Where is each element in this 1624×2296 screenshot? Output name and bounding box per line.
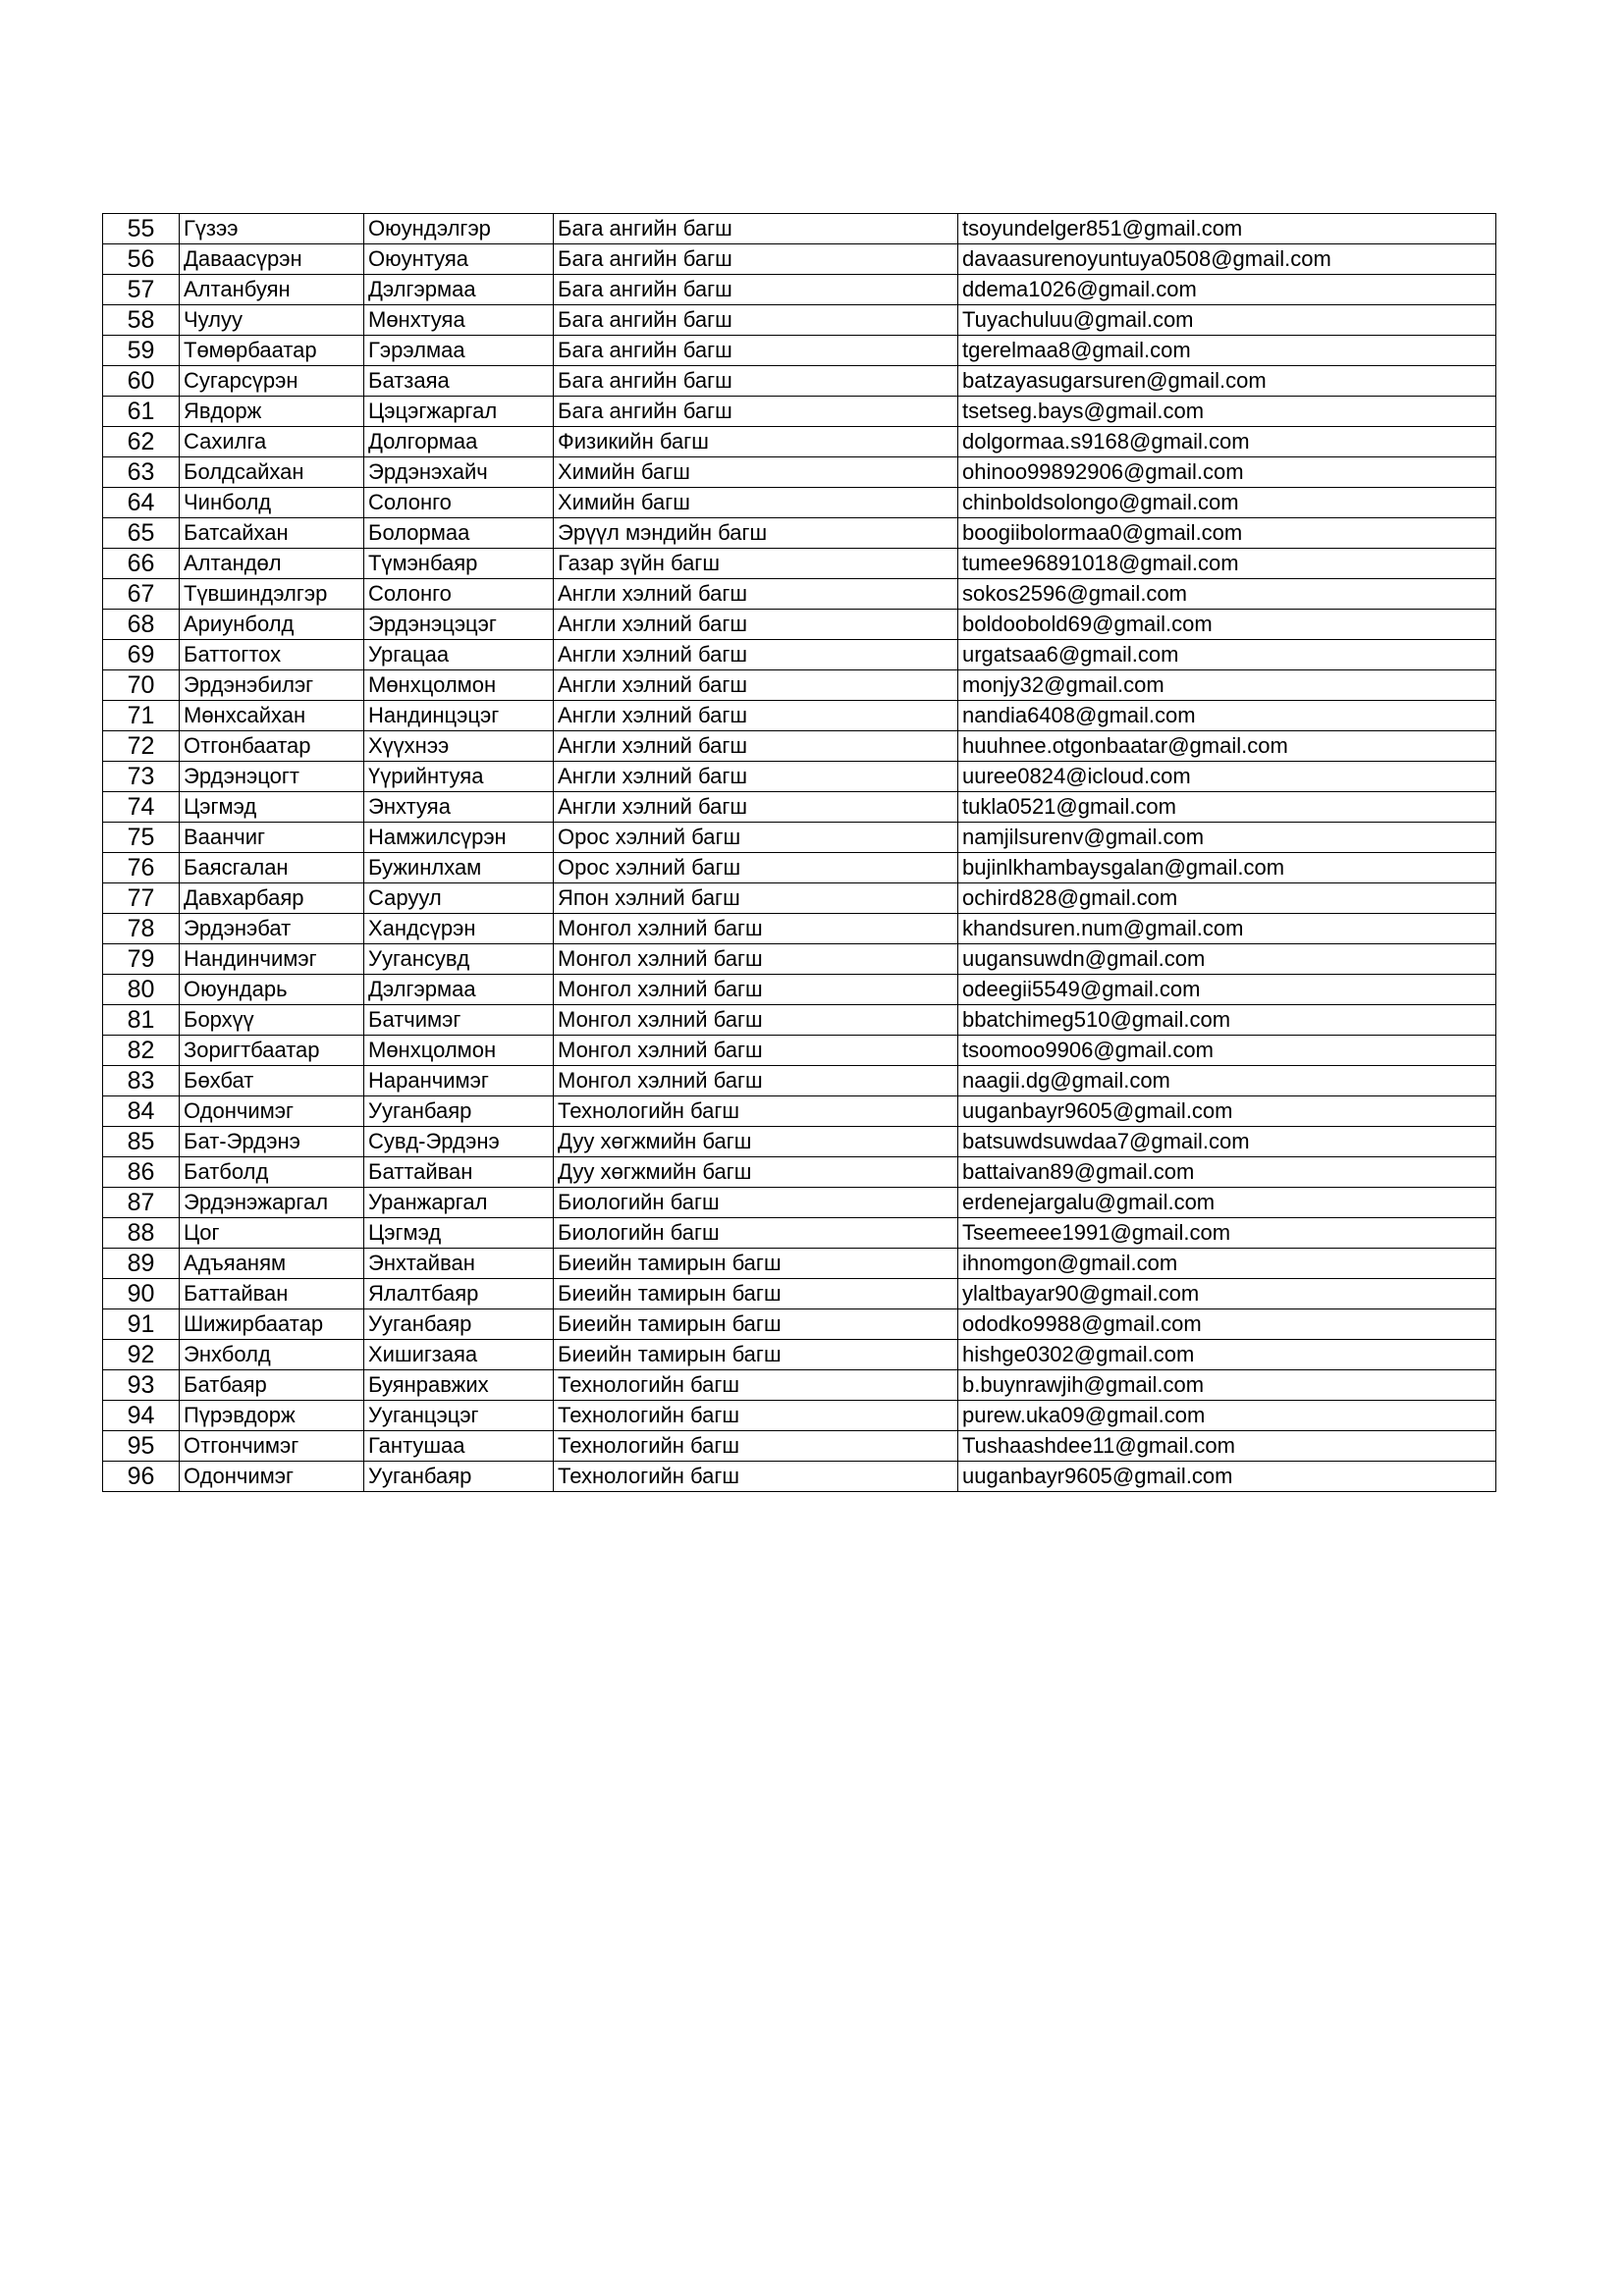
table-row xyxy=(103,792,1496,823)
last-name-cell: Оюунтуяа xyxy=(364,244,554,275)
last-name-cell: Цэцэгжаргал xyxy=(364,397,554,427)
first-name-cell: Батбаяр xyxy=(180,1370,364,1401)
table-row xyxy=(103,1431,1496,1462)
first-name-cell: Даваасүрэн xyxy=(180,244,364,275)
table-row xyxy=(103,1188,1496,1218)
last-name-cell: Мөнхтуяа xyxy=(364,305,554,336)
last-name-cell: Энхтайван xyxy=(364,1249,554,1279)
first-name-cell: Адъяаням xyxy=(180,1249,364,1279)
row-number: 79 xyxy=(103,944,180,975)
email-cell: tumee96891018@gmail.com xyxy=(958,549,1496,579)
row-number: 81 xyxy=(103,1005,180,1036)
email-cell: batsuwdsuwdaa7@gmail.com xyxy=(958,1127,1496,1157)
table-row xyxy=(103,1249,1496,1279)
last-name-cell: Нандинцэцэг xyxy=(364,701,554,731)
last-name-cell: Гантушаа xyxy=(364,1431,554,1462)
row-number: 94 xyxy=(103,1401,180,1431)
row-number: 93 xyxy=(103,1370,180,1401)
first-name-cell: Болдсайхан xyxy=(180,457,364,488)
first-name-cell: Сугарсүрэн xyxy=(180,366,364,397)
email-cell: ohinoo99892906@gmail.com xyxy=(958,457,1496,488)
table-row xyxy=(103,1157,1496,1188)
position-cell: Дуу хөгжмийн багш xyxy=(554,1127,958,1157)
first-name-cell: Сахилга xyxy=(180,427,364,457)
first-name-cell: Цэгмэд xyxy=(180,792,364,823)
position-cell: Химийн багш xyxy=(554,457,958,488)
first-name-cell: Эрдэнэцогт xyxy=(180,762,364,792)
row-number: 65 xyxy=(103,518,180,549)
row-number: 82 xyxy=(103,1036,180,1066)
email-cell: naagii.dg@gmail.com xyxy=(958,1066,1496,1096)
email-cell: ododko9988@gmail.com xyxy=(958,1309,1496,1340)
table-row xyxy=(103,457,1496,488)
email-cell: uuree0824@icloud.com xyxy=(958,762,1496,792)
last-name-cell: Түмэнбаяр xyxy=(364,549,554,579)
email-cell: tukla0521@gmail.com xyxy=(958,792,1496,823)
position-cell: Англи хэлний багш xyxy=(554,670,958,701)
position-cell: Англи хэлний багш xyxy=(554,762,958,792)
email-cell: urgatsaa6@gmail.com xyxy=(958,640,1496,670)
table-row xyxy=(103,975,1496,1005)
last-name-cell: Буянравжих xyxy=(364,1370,554,1401)
table-row xyxy=(103,244,1496,275)
email-cell: davaasurenoyuntuya0508@gmail.com xyxy=(958,244,1496,275)
row-number: 64 xyxy=(103,488,180,518)
position-cell: Биеийн тамирын багш xyxy=(554,1309,958,1340)
table-row xyxy=(103,305,1496,336)
table-row xyxy=(103,549,1496,579)
row-number: 57 xyxy=(103,275,180,305)
row-number: 91 xyxy=(103,1309,180,1340)
first-name-cell: Чулуу xyxy=(180,305,364,336)
first-name-cell: Одончимэг xyxy=(180,1096,364,1127)
first-name-cell: Алтанбуян xyxy=(180,275,364,305)
table-row xyxy=(103,1279,1496,1309)
first-name-cell: Борхүү xyxy=(180,1005,364,1036)
last-name-cell: Болормаа xyxy=(364,518,554,549)
position-cell: Монгол хэлний багш xyxy=(554,914,958,944)
email-cell: uugansuwdn@gmail.com xyxy=(958,944,1496,975)
row-number: 83 xyxy=(103,1066,180,1096)
first-name-cell: Энхболд xyxy=(180,1340,364,1370)
row-number: 77 xyxy=(103,883,180,914)
last-name-cell: Хүүхнээ xyxy=(364,731,554,762)
last-name-cell: Намжилсүрэн xyxy=(364,823,554,853)
row-number: 72 xyxy=(103,731,180,762)
first-name-cell: Түвшиндэлгэр xyxy=(180,579,364,610)
email-cell: chinboldsolongo@gmail.com xyxy=(958,488,1496,518)
position-cell: Биологийн багш xyxy=(554,1188,958,1218)
row-number: 84 xyxy=(103,1096,180,1127)
email-cell: dolgormaa.s9168@gmail.com xyxy=(958,427,1496,457)
last-name-cell: Ялалтбаяр xyxy=(364,1279,554,1309)
email-cell: tgerelmaa8@gmail.com xyxy=(958,336,1496,366)
row-number: 78 xyxy=(103,914,180,944)
row-number: 87 xyxy=(103,1188,180,1218)
email-cell: b.buynrawjih@gmail.com xyxy=(958,1370,1496,1401)
row-number: 66 xyxy=(103,549,180,579)
first-name-cell: Оюундарь xyxy=(180,975,364,1005)
last-name-cell: Ургацаа xyxy=(364,640,554,670)
email-cell: nandia6408@gmail.com xyxy=(958,701,1496,731)
row-number: 73 xyxy=(103,762,180,792)
email-cell: khandsuren.num@gmail.com xyxy=(958,914,1496,944)
row-number: 56 xyxy=(103,244,180,275)
row-number: 58 xyxy=(103,305,180,336)
table-row xyxy=(103,366,1496,397)
first-name-cell: Эрдэнэжаргал xyxy=(180,1188,364,1218)
email-cell: Tseemeee1991@gmail.com xyxy=(958,1218,1496,1249)
row-number: 95 xyxy=(103,1431,180,1462)
table-row xyxy=(103,731,1496,762)
row-number: 68 xyxy=(103,610,180,640)
first-name-cell: Баттайван xyxy=(180,1279,364,1309)
row-number: 96 xyxy=(103,1462,180,1492)
table-row xyxy=(103,670,1496,701)
table-row xyxy=(103,1096,1496,1127)
position-cell: Физикийн багш xyxy=(554,427,958,457)
last-name-cell: Сувд-Эрдэнэ xyxy=(364,1127,554,1157)
position-cell: Бага ангийн багш xyxy=(554,397,958,427)
email-cell: odeegii5549@gmail.com xyxy=(958,975,1496,1005)
row-number: 90 xyxy=(103,1279,180,1309)
position-cell: Орос хэлний багш xyxy=(554,823,958,853)
position-cell: Технологийн багш xyxy=(554,1462,958,1492)
email-cell: tsoyundelger851@gmail.com xyxy=(958,214,1496,244)
position-cell: Химийн багш xyxy=(554,488,958,518)
last-name-cell: Эрдэнэцэцэг xyxy=(364,610,554,640)
table-row xyxy=(103,701,1496,731)
table-row xyxy=(103,883,1496,914)
position-cell: Орос хэлний багш xyxy=(554,853,958,883)
first-name-cell: Баттогтох xyxy=(180,640,364,670)
row-number: 85 xyxy=(103,1127,180,1157)
table-row xyxy=(103,914,1496,944)
position-cell: Англи хэлний багш xyxy=(554,701,958,731)
first-name-cell: Ариунболд xyxy=(180,610,364,640)
position-cell: Бага ангийн багш xyxy=(554,336,958,366)
email-cell: monjy32@gmail.com xyxy=(958,670,1496,701)
table-row xyxy=(103,1127,1496,1157)
email-cell: hishge0302@gmail.com xyxy=(958,1340,1496,1370)
row-number: 70 xyxy=(103,670,180,701)
first-name-cell: Мөнхсайхан xyxy=(180,701,364,731)
first-name-cell: Гүзээ xyxy=(180,214,364,244)
row-number: 55 xyxy=(103,214,180,244)
first-name-cell: Эрдэнэбат xyxy=(180,914,364,944)
email-cell: Tushaashdee11@gmail.com xyxy=(958,1431,1496,1462)
table-row xyxy=(103,397,1496,427)
position-cell: Япон хэлний багш xyxy=(554,883,958,914)
position-cell: Технологийн багш xyxy=(554,1431,958,1462)
last-name-cell: Хандсүрэн xyxy=(364,914,554,944)
position-cell: Англи хэлний багш xyxy=(554,792,958,823)
position-cell: Газар зүйн багш xyxy=(554,549,958,579)
last-name-cell: Уранжаргал xyxy=(364,1188,554,1218)
table-row xyxy=(103,427,1496,457)
row-number: 60 xyxy=(103,366,180,397)
table-row xyxy=(103,1401,1496,1431)
table-row xyxy=(103,214,1496,244)
position-cell: Англи хэлний багш xyxy=(554,731,958,762)
email-cell: ylaltbayar90@gmail.com xyxy=(958,1279,1496,1309)
table-row xyxy=(103,823,1496,853)
row-number: 61 xyxy=(103,397,180,427)
last-name-cell: Саруул xyxy=(364,883,554,914)
first-name-cell: Одончимэг xyxy=(180,1462,364,1492)
email-cell: bujinlkhambaysgalan@gmail.com xyxy=(958,853,1496,883)
table-row xyxy=(103,1036,1496,1066)
position-cell: Биеийн тамирын багш xyxy=(554,1340,958,1370)
email-cell: tsetseg.bays@gmail.com xyxy=(958,397,1496,427)
row-number: 71 xyxy=(103,701,180,731)
email-cell: Tuyachuluu@gmail.com xyxy=(958,305,1496,336)
email-cell: batzayasugarsuren@gmail.com xyxy=(958,366,1496,397)
email-cell: ochird828@gmail.com xyxy=(958,883,1496,914)
first-name-cell: Давхарбаяр xyxy=(180,883,364,914)
first-name-cell: Бат-Эрдэнэ xyxy=(180,1127,364,1157)
row-number: 69 xyxy=(103,640,180,670)
email-cell: uuganbayr9605@gmail.com xyxy=(958,1096,1496,1127)
last-name-cell: Оюундэлгэр xyxy=(364,214,554,244)
position-cell: Бага ангийн багш xyxy=(554,244,958,275)
email-cell: ihnomgon@gmail.com xyxy=(958,1249,1496,1279)
last-name-cell: Эрдэнэхайч xyxy=(364,457,554,488)
last-name-cell: Уугансувд xyxy=(364,944,554,975)
last-name-cell: Долгормаа xyxy=(364,427,554,457)
email-cell: huuhnee.otgonbaatar@gmail.com xyxy=(958,731,1496,762)
row-number: 88 xyxy=(103,1218,180,1249)
last-name-cell: Үүрийнтуяа xyxy=(364,762,554,792)
position-cell: Биологийн багш xyxy=(554,1218,958,1249)
first-name-cell: Алтандөл xyxy=(180,549,364,579)
position-cell: Технологийн багш xyxy=(554,1370,958,1401)
table-row xyxy=(103,1370,1496,1401)
position-cell: Технологийн багш xyxy=(554,1401,958,1431)
position-cell: Англи хэлний багш xyxy=(554,579,958,610)
row-number: 59 xyxy=(103,336,180,366)
first-name-cell: Цог xyxy=(180,1218,364,1249)
row-number: 92 xyxy=(103,1340,180,1370)
first-name-cell: Батсайхан xyxy=(180,518,364,549)
first-name-cell: Бөхбат xyxy=(180,1066,364,1096)
row-number: 74 xyxy=(103,792,180,823)
last-name-cell: Ууганбаяр xyxy=(364,1096,554,1127)
last-name-cell: Мөнхцолмон xyxy=(364,670,554,701)
table-row xyxy=(103,762,1496,792)
position-cell: Монгол хэлний багш xyxy=(554,1036,958,1066)
last-name-cell: Гэрэлмаа xyxy=(364,336,554,366)
table-row xyxy=(103,1340,1496,1370)
table-row xyxy=(103,275,1496,305)
position-cell: Монгол хэлний багш xyxy=(554,944,958,975)
email-cell: sokos2596@gmail.com xyxy=(958,579,1496,610)
last-name-cell: Цэгмэд xyxy=(364,1218,554,1249)
table-row xyxy=(103,1218,1496,1249)
email-cell: namjilsurenv@gmail.com xyxy=(958,823,1496,853)
email-cell: ddema1026@gmail.com xyxy=(958,275,1496,305)
position-cell: Бага ангийн багш xyxy=(554,366,958,397)
position-cell: Монгол хэлний багш xyxy=(554,975,958,1005)
first-name-cell: Батболд xyxy=(180,1157,364,1188)
position-cell: Монгол хэлний багш xyxy=(554,1005,958,1036)
last-name-cell: Батчимэг xyxy=(364,1005,554,1036)
last-name-cell: Хишигзаяа xyxy=(364,1340,554,1370)
first-name-cell: Эрдэнэбилэг xyxy=(180,670,364,701)
row-number: 76 xyxy=(103,853,180,883)
table-row xyxy=(103,853,1496,883)
staff-table xyxy=(102,213,1496,1492)
row-number: 63 xyxy=(103,457,180,488)
table-row xyxy=(103,579,1496,610)
email-cell: purew.uka09@gmail.com xyxy=(958,1401,1496,1431)
position-cell: Англи хэлний багш xyxy=(554,640,958,670)
email-cell: boldoobold69@gmail.com xyxy=(958,610,1496,640)
position-cell: Дуу хөгжмийн багш xyxy=(554,1157,958,1188)
first-name-cell: Отгонбаатар xyxy=(180,731,364,762)
last-name-cell: Бужинлхам xyxy=(364,853,554,883)
email-cell: battaivan89@gmail.com xyxy=(958,1157,1496,1188)
first-name-cell: Зоригтбаатар xyxy=(180,1036,364,1066)
first-name-cell: Чинболд xyxy=(180,488,364,518)
staff-table-body xyxy=(103,214,1496,1492)
last-name-cell: Энхтуяа xyxy=(364,792,554,823)
row-number: 67 xyxy=(103,579,180,610)
row-number: 86 xyxy=(103,1157,180,1188)
last-name-cell: Батзаяа xyxy=(364,366,554,397)
last-name-cell: Мөнхцолмон xyxy=(364,1036,554,1066)
row-number: 89 xyxy=(103,1249,180,1279)
first-name-cell: Нандинчимэг xyxy=(180,944,364,975)
table-row xyxy=(103,1005,1496,1036)
first-name-cell: Шижирбаатар xyxy=(180,1309,364,1340)
last-name-cell: Ууганбаяр xyxy=(364,1309,554,1340)
first-name-cell: Отгончимэг xyxy=(180,1431,364,1462)
first-name-cell: Явдорж xyxy=(180,397,364,427)
position-cell: Биеийн тамирын багш xyxy=(554,1249,958,1279)
row-number: 62 xyxy=(103,427,180,457)
table-row xyxy=(103,1462,1496,1492)
last-name-cell: Дэлгэрмаа xyxy=(364,275,554,305)
table-row xyxy=(103,518,1496,549)
last-name-cell: Ууганбаяр xyxy=(364,1462,554,1492)
email-cell: bbatchimeg510@gmail.com xyxy=(958,1005,1496,1036)
row-number: 80 xyxy=(103,975,180,1005)
table-row xyxy=(103,488,1496,518)
last-name-cell: Баттайван xyxy=(364,1157,554,1188)
last-name-cell: Ууганцэцэг xyxy=(364,1401,554,1431)
first-name-cell: Ваанчиг xyxy=(180,823,364,853)
position-cell: Бага ангийн багш xyxy=(554,305,958,336)
last-name-cell: Солонго xyxy=(364,579,554,610)
position-cell: Монгол хэлний багш xyxy=(554,1066,958,1096)
table-row xyxy=(103,1066,1496,1096)
email-cell: uuganbayr9605@gmail.com xyxy=(958,1462,1496,1492)
first-name-cell: Пүрэвдорж xyxy=(180,1401,364,1431)
table-row xyxy=(103,336,1496,366)
table-row xyxy=(103,640,1496,670)
table-row xyxy=(103,944,1496,975)
position-cell: Эрүүл мэндийн багш xyxy=(554,518,958,549)
row-number: 75 xyxy=(103,823,180,853)
email-cell: boogiibolormaa0@gmail.com xyxy=(958,518,1496,549)
position-cell: Бага ангийн багш xyxy=(554,275,958,305)
last-name-cell: Наранчимэг xyxy=(364,1066,554,1096)
first-name-cell: Баясгалан xyxy=(180,853,364,883)
first-name-cell: Төмөрбаатар xyxy=(180,336,364,366)
position-cell: Биеийн тамирын багш xyxy=(554,1279,958,1309)
position-cell: Бага ангийн багш xyxy=(554,214,958,244)
email-cell: erdenejargalu@gmail.com xyxy=(958,1188,1496,1218)
email-cell: tsoomoo9906@gmail.com xyxy=(958,1036,1496,1066)
position-cell: Технологийн багш xyxy=(554,1096,958,1127)
table-row xyxy=(103,1309,1496,1340)
last-name-cell: Солонго xyxy=(364,488,554,518)
position-cell: Англи хэлний багш xyxy=(554,610,958,640)
last-name-cell: Дэлгэрмаа xyxy=(364,975,554,1005)
table-row xyxy=(103,610,1496,640)
